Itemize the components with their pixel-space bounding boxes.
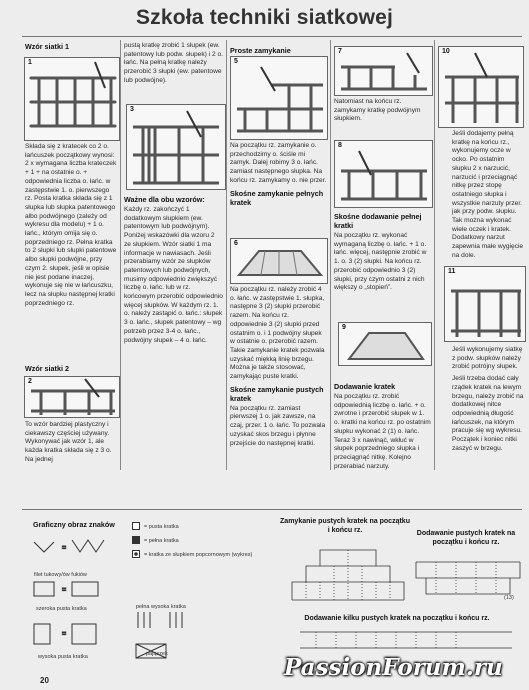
figure-number: 1 — [28, 59, 32, 66]
figure-number: 5 — [234, 58, 238, 65]
heading-important: Ważne dla obu wzorów: — [124, 195, 205, 204]
page-number: 20 — [40, 676, 49, 685]
text-column-2a: pustą kratkę zrobić 1 słupek (ew. patentowy lub podw. słupek) i 2 o. łańc. Na pełną kratkę należy przerobić 3 słupki (ew. patentowe lub podwójne). — [124, 42, 223, 84]
figure-11 — [444, 266, 526, 342]
figure-6 — [230, 238, 328, 284]
heading-pattern-2: Wzór siatki 2 — [25, 364, 69, 373]
svg-text:=: = — [62, 545, 67, 552]
diagram-closing-chart — [288, 542, 408, 604]
heading-simple-closing: Proste zamykanie — [230, 46, 291, 55]
figure-number: 10 — [442, 48, 450, 55]
figure-3 — [126, 104, 226, 190]
figure-number: 9 — [342, 324, 346, 331]
legend-label-filet: filet tukowy/ów fukiów — [34, 572, 87, 578]
mesh-illustration — [231, 239, 327, 283]
figure-number: 11 — [448, 268, 456, 275]
svg-text:=: = — [62, 587, 67, 594]
mesh-illustration — [339, 323, 431, 365]
col-divider — [226, 40, 227, 470]
mesh-illustration — [335, 47, 432, 95]
col-divider — [120, 40, 121, 470]
figure-number: 6 — [234, 240, 238, 247]
diagram-title-3: Dodawanie kilku pustych kratek na początku i końcu rz. — [304, 615, 490, 622]
figure-10 — [438, 46, 524, 128]
text-column-2b: Ważne dla obu wzorów: Każdy rz. zakończyć 1 dodatkowym słupkiem (ew. patentowym lub podwójnym). Poniżej wskazówki dla wzoru 2 ze słupkiem. Wzór siatki 1 ma informacje w nawiasach. Jeśli przerabiamy wzór ze słupków patentowych lub podwójnych, musimy odpowiednio zwiększyć liczbę o. łańc. lub w rz. końcowym przerobić odpowiednio więcej słupków. W każdym rz. 1. o. należy zastąpić o. łańc.: słupek 3 o. łańc., słupek patentowy – wg potrzeb przez 3-4 o. łańc., podwójny słupek – 4 o. łańc. — [124, 195, 223, 344]
figure-number: 8 — [338, 142, 342, 149]
legend-label-wide-empty: szeroka pusta kratka — [36, 606, 87, 612]
heading-slanted-add: Skośne dodawanie pełnej kratki — [334, 212, 422, 230]
text-slanted-add: Skośne dodawanie pełnej kratki Na początku rz. wykonać wymaganą liczbę o. łańc. + 1 o. łańc. więcej, następnie zrobić w 1. o. 3 (2) słupki. Na końcu rz. przerobić odpowiednio 3 (2) słupki, przy czym ostatni z nich większy o „stopień”. — [334, 210, 431, 296]
legend-label-tall-empty: wysoka pusta kratka — [38, 654, 88, 660]
heading-slanted-empty: Skośne zamykanie pustych kratek — [230, 384, 324, 403]
heading-pattern-1: Wzór siatki 1 — [25, 42, 69, 51]
legend-label-full-tall: pełna wysoka kratka — [136, 604, 186, 610]
mesh-illustration — [335, 141, 432, 207]
heading-slanted-full: Skośne zamykanie pełnych kratek — [230, 188, 324, 207]
legend-box-popcorn-icon — [132, 550, 140, 558]
text-column-5a: Jeśli dodajemy pełną kratkę na końcu rz., wykonujemy ocze w ocko. Po ostatnim słupku 2 x narzucić, narzucić i przeciągnąć nitkę przez stopę ostatniego słupka i wszystkie narzuty przer. jak przy podw. słupku. Tak można wykonać wiele oczek i kratek. Dodatkowy narzut zapewnia małe wygięcie na dole. — [452, 130, 524, 259]
top-rule — [22, 36, 522, 37]
diagram-title-2: Dodawanie pustych kratek na początku i końcu rz. — [416, 530, 516, 546]
figure-9 — [338, 322, 432, 366]
text-simple-closing: Na początku rz. zamykanie o. przechodzimy o. ściśle mi zamyk. Dalej robimy 3 o. łańc. zamiast następnego słupka. Na końcu rz. zamykamy o. nie przer. Skośne zamykanie pełnych kratek — [230, 142, 327, 207]
figure-8 — [334, 140, 433, 208]
page-title: Szkoła techniki siatkowej — [135, 6, 394, 29]
figure-5 — [230, 56, 328, 140]
text-column-4a: Natomiast na końcu rz. zamykamy kratkę podwójnym słupkiem. — [334, 98, 421, 123]
heading-adding: Dodawanie kratek — [334, 382, 396, 391]
diagram-adding-several-chart — [296, 628, 516, 652]
mesh-illustration — [25, 58, 119, 140]
text-adding: Dodawanie kratek Na początku rz. zrobić odpowiednią liczbę o. łańc. + o. zwrotne i przerobić słupek w 1. o. kratki na końcu rz. po ostatnim słupku wykonać 2 (1) o. łańc. Teraz 3 x nawinąć, wkłuć w słupek poprzedniego słupka i przeciągnąć nitkę. Kolejno przerabiać narzuty. — [334, 382, 431, 470]
legend-label-popcorn: = kratka ze słupkiem popcornowym (wykres) — [144, 552, 253, 558]
mesh-illustration — [231, 57, 327, 139]
mesh-illustration — [25, 377, 119, 417]
diagram-title-1: Zamykanie pustych kratek na początku i końcu rz. — [280, 518, 410, 534]
figure-number: 7 — [338, 48, 342, 55]
legend-box-full-icon — [132, 536, 140, 544]
text-pattern-2: To wzór bardziej plastyczny i ciekawszy częściej używany. Wykonywać jak wzór 1, ale każda kratka składa się z 3 o. Na jednej — [25, 421, 112, 463]
text-pattern-1: Składa się z kratecek co 2 o. łańcuszek początkowy wynosi: 2 x wymagana liczba krateczek + 1 + na ostatnie o. + odpowiednia liczba o. łańc. w zastępstwie 1. o. pierwszego rz. Posta kratka składa się z 1 słupka lub słupka patentowego albo podwójnego (zależy od wykresu dla modelu) + 1 o. łańc., którym omija się o. poprzedniego rz. Pełna kratka to 2 słupki lub słupki patentowe albo słupki podwójne, przy czym 2. słupek, jeśli w opisie nie jest podane inaczej, wykonuje się nie w łańcuszku, lecz na słupku następnej kratki poprzedniego rz. — [25, 143, 117, 307]
legend-title: Graficzny obraz znaków — [33, 520, 115, 529]
legend-label-spider: pająszek — [146, 651, 168, 657]
mesh-illustration — [127, 105, 225, 189]
watermark: PassionForum.ru — [284, 654, 503, 681]
col-divider — [434, 40, 435, 470]
figure-number: 2 — [28, 378, 32, 385]
figure-2 — [24, 376, 120, 418]
figure-7 — [334, 46, 433, 96]
figure-number: 3 — [130, 106, 134, 113]
legend-label-empty: = pusta kratka — [144, 524, 179, 530]
col-divider — [330, 40, 331, 470]
legend-rule — [22, 509, 522, 510]
legend-box-empty-icon — [132, 522, 140, 530]
diagram-number-13: (13) — [504, 595, 514, 601]
text-column-5b: Jeśli wykonujemy siatkę z podw. słupków należy zrobić potrójny słupek. Jeśli trzeba dodać cały rządek kratek na lewym brzegu, należy zrobić na dodatkowej nitce odpowiednią długość łańcuszek, na którym pracuje się wg wykresu. Początek i koniec nitki zaszyć w brzegu. — [452, 346, 524, 452]
svg-text:=: = — [62, 631, 67, 638]
text-slanted-full: Na początku rz. należy zrobić 4 o. łańc. w zastępstwie 1. słupka, następne 3 (2) słupki przerobić razem. Na końcu rz. odpowiednie 3 (2) słupki przed ostatnim o. i 1 podwójny słupek w ostatnie o. przerobić razem. Takie zamykanie kratek pozwala uzyskać miękką linię brzegu. Można je także stosować, zamykając puste kratki. Skośne zamykanie pustych kratek Na początku rz. zamiast pierwszej 1 o. jak zawsze, na czaj, przer. 1 o. łańc. To pozwala uzyskać skos brzegu i płynne przejście do następnej kratki. — [230, 286, 326, 447]
legend-label-full: = pełna kratka — [144, 538, 179, 544]
mesh-illustration — [439, 47, 523, 127]
figure-1 — [24, 57, 120, 141]
mesh-illustration — [445, 267, 525, 341]
